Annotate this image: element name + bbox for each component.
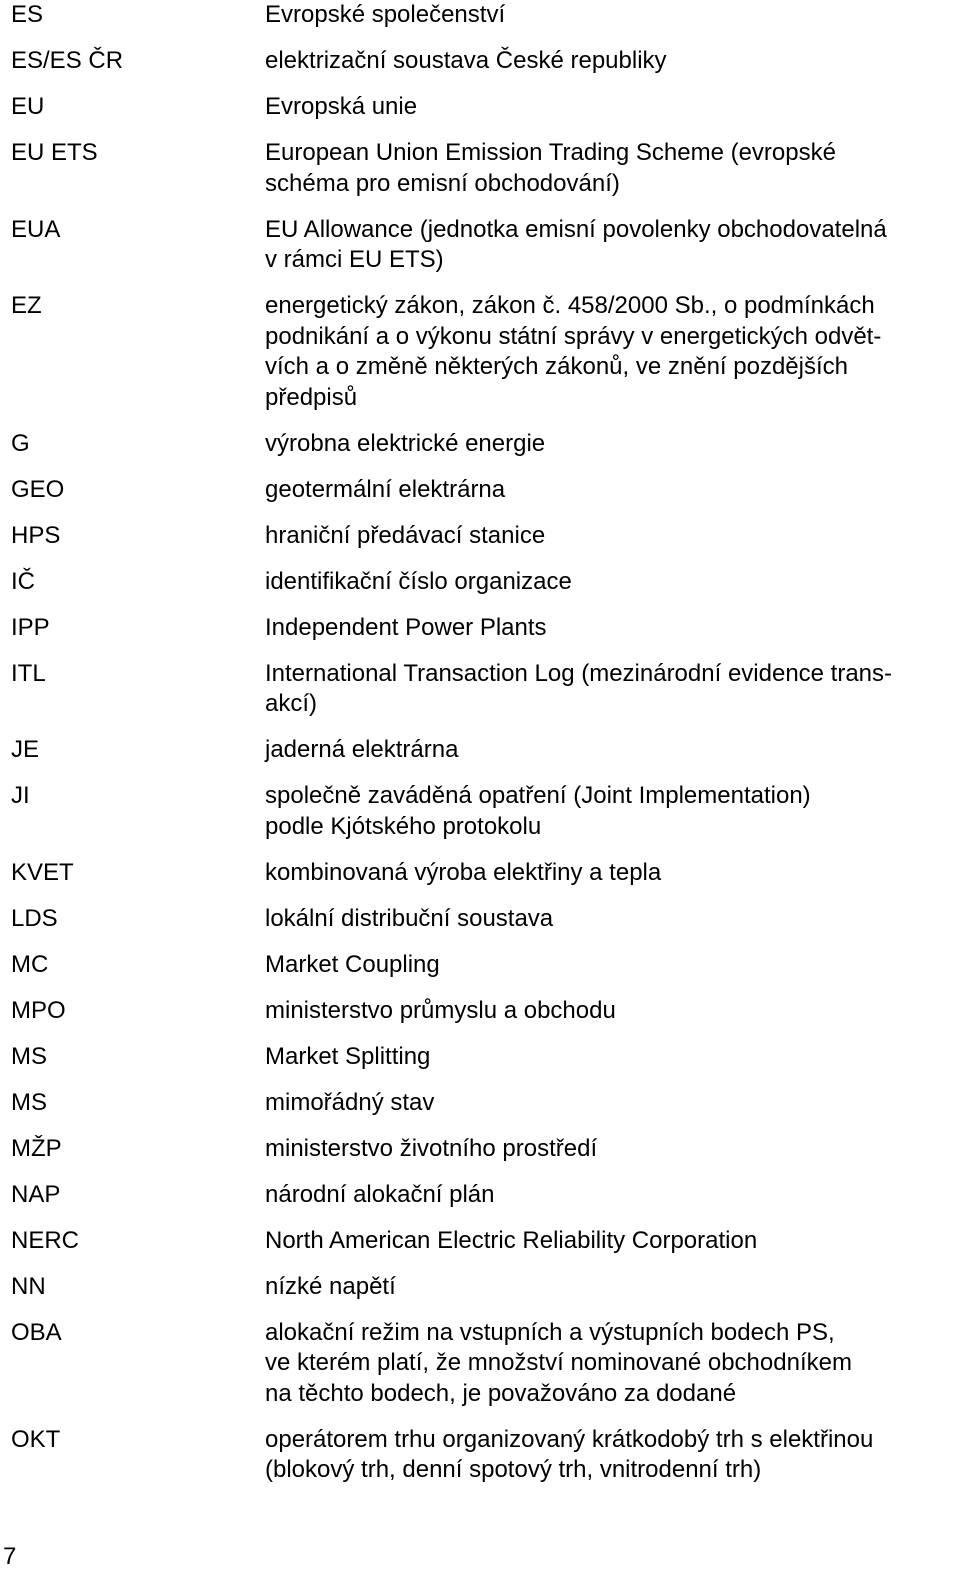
glossary-definition: lokální distribuční soustava — [265, 904, 554, 932]
glossary-entry — [11, 291, 956, 429]
glossary-entry — [11, 215, 956, 292]
glossary-definition: výrobna elektrické energie — [265, 429, 546, 457]
glossary-definition: Independent Power Plants — [265, 613, 547, 641]
glossary-entry — [11, 1134, 956, 1180]
glossary-abbreviation: MŽP — [11, 1134, 62, 1162]
glossary-entry — [11, 475, 956, 521]
glossary-definition: ministerstvo životního prostředí — [265, 1134, 598, 1162]
abbreviation-glossary — [11, 0, 956, 1501]
glossary-abbreviation: NN — [11, 1272, 46, 1300]
glossary-definition: energetický zákon, zákon č. 458/2000 Sb., o podmínkách podnikání a o výkonu státní správy v energetických odvět- vích a o změně některých zákonů, ve znění pozdějších předpisů — [265, 292, 882, 411]
glossary-abbreviation: EU — [11, 93, 45, 120]
glossary-definition: hraniční předávací stanice — [265, 521, 546, 549]
glossary-entry — [11, 1042, 956, 1088]
glossary-entry — [11, 904, 956, 950]
glossary-abbreviation: JI — [11, 782, 30, 809]
glossary-abbreviation: G — [11, 429, 30, 457]
glossary-definition: ministerstvo průmyslu a obchodu — [265, 996, 616, 1024]
glossary-definition: operátorem trhu organizovaný krátkodobý trh s elektřinou (blokový trh, denní spotový trh, vnitrodenní trh) — [265, 1425, 874, 1483]
glossary-definition: jaderná elektrárna — [265, 736, 459, 763]
glossary-definition: European Union Emission Trading Scheme (evropské schéma pro emisní obchodování) — [265, 139, 836, 197]
glossary-abbreviation: JE — [11, 736, 40, 763]
glossary-abbreviation: OKT — [11, 1425, 61, 1453]
glossary-definition: elektrizační soustava České republiky — [265, 47, 667, 74]
glossary-definition: International Transaction Log (mezinárodní evidence trans- akcí) — [265, 659, 893, 717]
glossary-definition: Evropská unie — [265, 93, 418, 120]
glossary-abbreviation: EUA — [11, 215, 61, 243]
glossary-entry — [11, 613, 956, 659]
glossary-entry — [11, 950, 956, 996]
glossary-abbreviation: MS — [11, 1088, 47, 1116]
glossary-entry — [11, 46, 956, 92]
glossary-definition: geotermální elektrárna — [265, 475, 506, 503]
glossary-abbreviation: HPS — [11, 521, 61, 549]
glossary-entry — [11, 1088, 956, 1134]
glossary-entry — [11, 1180, 956, 1226]
glossary-abbreviation: MPO — [11, 996, 66, 1024]
glossary-definition: identifikační číslo organizace — [265, 567, 572, 595]
glossary-entry — [11, 735, 956, 781]
glossary-entry — [11, 521, 956, 567]
glossary-entry — [11, 1226, 956, 1272]
glossary-abbreviation: IČ — [11, 567, 35, 595]
glossary-entry — [11, 996, 956, 1042]
glossary-entry — [11, 0, 956, 46]
glossary-entry — [11, 1272, 956, 1318]
glossary-definition: Market Coupling — [265, 950, 440, 978]
glossary-abbreviation: NERC — [11, 1226, 80, 1254]
glossary-abbreviation: EZ — [11, 292, 42, 319]
glossary-abbreviation: NAP — [11, 1180, 61, 1208]
glossary-abbreviation: OBA — [11, 1318, 62, 1346]
glossary-abbreviation: GEO — [11, 475, 65, 503]
glossary-abbreviation: MS — [11, 1042, 47, 1070]
glossary-definition: kombinovaná výroba elektřiny a tepla — [265, 858, 662, 886]
glossary-definition: Market Splitting — [265, 1042, 431, 1070]
glossary-abbreviation: EU ETS — [11, 139, 98, 166]
glossary-definition: EU Allowance (jednotka emisní povolenky obchodovatelná v rámci EU ETS) — [265, 215, 887, 273]
glossary-entry — [11, 1425, 956, 1502]
glossary-entry — [11, 1318, 956, 1425]
glossary-abbreviation: LDS — [11, 904, 58, 932]
glossary-definition: alokační režim na vstupních a výstupních bodech PS, ve kterém platí, že množství nominované obchodníkem na těchto bodech, je považováno za dodané — [265, 1318, 852, 1407]
glossary-abbreviation: ES — [11, 1, 44, 28]
glossary-abbreviation: ES/ES ČR — [11, 47, 124, 74]
glossary-definition: Evropské společenství — [265, 1, 506, 28]
glossary-definition: společně zaváděná opatření (Joint Implementation) podle Kjótského protokolu — [265, 782, 811, 840]
glossary-abbreviation: MC — [11, 950, 49, 978]
glossary-definition: nízké napětí — [265, 1272, 396, 1300]
glossary-abbreviation: KVET — [11, 858, 74, 886]
glossary-entry — [11, 138, 956, 215]
glossary-definition: North American Electric Reliability Corporation — [265, 1226, 758, 1254]
glossary-definition: národní alokační plán — [265, 1180, 495, 1208]
glossary-definition: mimořádný stav — [265, 1088, 435, 1116]
glossary-entry — [11, 659, 956, 736]
glossary-abbreviation: IPP — [11, 613, 50, 641]
glossary-entry — [11, 429, 956, 475]
glossary-entry — [11, 92, 956, 138]
glossary-entry — [11, 567, 956, 613]
glossary-entry — [11, 781, 956, 858]
page-number: 7 — [3, 1543, 17, 1570]
glossary-entry — [11, 858, 956, 904]
glossary-abbreviation: ITL — [11, 659, 46, 687]
